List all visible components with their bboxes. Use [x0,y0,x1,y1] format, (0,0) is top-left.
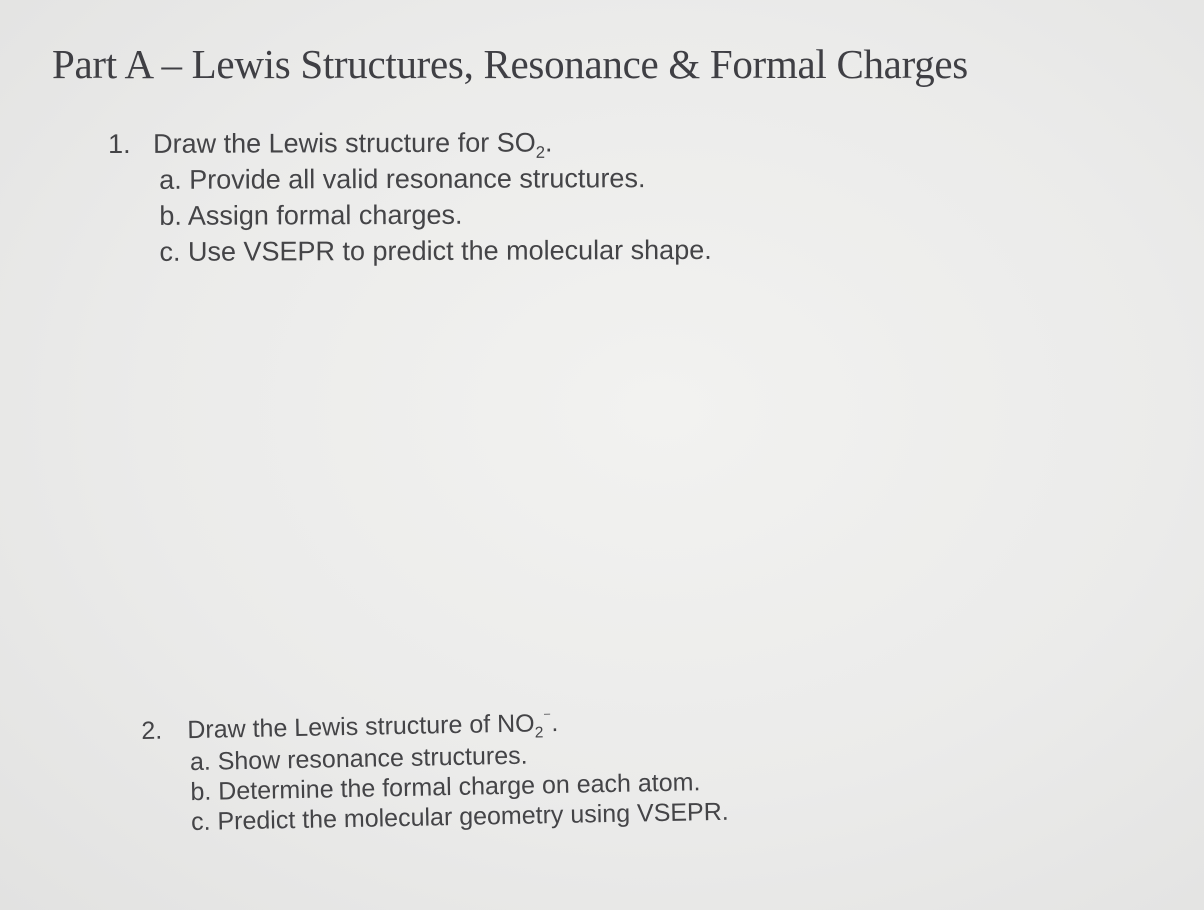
question-text-main: Draw the Lewis structure for SO [153,127,536,159]
sub-item-c: c. Use VSEPR to predict the molecular shape. [159,234,712,267]
question-1-prompt [108,124,711,162]
sub-item-b: b. Determine the formal charge on each atom. [190,768,701,807]
subscript-2: 2 [535,142,546,162]
question-text-end: . [551,708,559,738]
question-number: 2. [141,716,163,745]
question-text [153,124,553,161]
charge-superscript: ⁻ [542,708,552,726]
sub-item-a: a. Provide all valid resonance structures. [159,163,646,195]
page-title: Part A – Lewis Structures, Resonance & Formal Charges [52,41,968,87]
question-2 [141,704,729,838]
sub-item-c: c. Predict the molecular geometry using VSEPR. [190,797,729,837]
question-1 [108,124,712,270]
sub-item-b: b. Assign formal charges. [159,199,463,231]
question-text-main: Draw the Lewis structure of NO [187,709,535,745]
sub-item-a: a. Show resonance structures. [189,741,528,777]
subscript-2: 2 [534,724,544,742]
question-text-end: . [544,127,553,158]
question-number: 1. [108,128,131,159]
